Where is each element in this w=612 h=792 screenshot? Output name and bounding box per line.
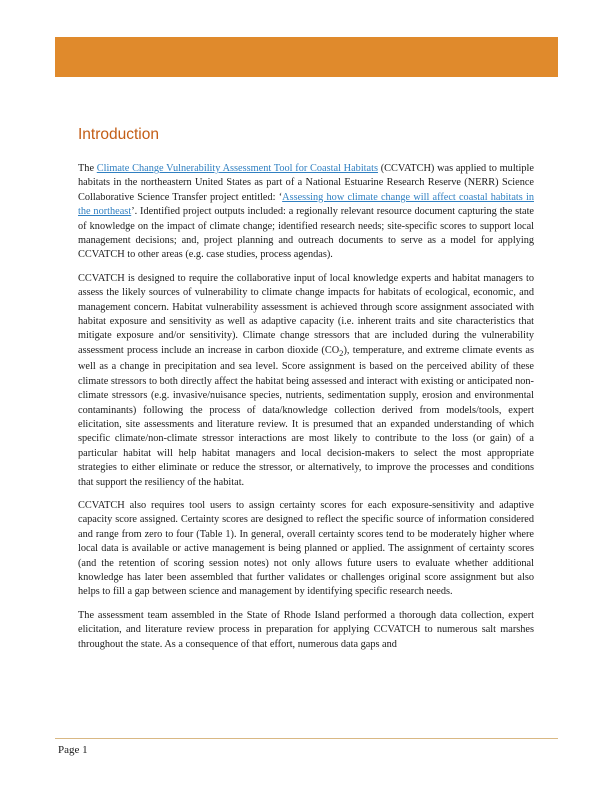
paragraph-4: The assessment team assembled in the State of Rhode Island performed a thorough data collection, expert elicitation, and literature review process in preparation for applying CCVATCH to numerous salt marshes throughout the state. As a consequence of that effort, numerous data gaps and: [78, 609, 534, 650]
p1-text-1: The: [78, 163, 97, 174]
project-title-link[interactable]: Assessing how climate change will affect coastal habitats in the northeast: [78, 191, 534, 218]
p1-text-2: (CCVATCH) was applied to multiple habitats in the northeastern United States as part of a National Estuarine Research Reserve (NERR) Science Collaborative Science Transfer project entitled: ‘: [78, 163, 534, 203]
section-title: Introduction: [78, 126, 159, 143]
p1-text-3: ’. Identified project outputs included: a regionally relevant resource document capturing the state of knowledge on the impact of climate change; identified research needs; site-specific scores to support local management decisions; and, project planning and outreach documents to serve as a model for applying CCVATCH to other areas (e.g. case studies, process agendas).: [78, 206, 534, 261]
paragraph-3: CCVATCH also requires tool users to assign certainty scores for each exposure-sensitivity and adaptive capacity score assigned. Certainty scores are designed to reflect the specific source of information considered and range from zero to four (Table 1). In general, overall certainty scores tend to be moderately higher where local data is available or active management is being planned or applied. The assignment of certainty scores (and the retention of scoring session notes) not only allows future users to evaluate whether additional knowledge has later been assembled that further validates or challenges original score assignment but also helps to fill a gap between science and management by identifying specific research needs.: [78, 499, 534, 598]
paragraph-2: [78, 272, 534, 490]
footer-rule: [55, 738, 558, 739]
p2-text-1: CCVATCH is designed to require the collaborative input of local knowledge experts and habitat managers to assess the likely sources of vulnerability to climate change impacts for habitats of ecological, economic, and management concern. Habitat vulnerability assessment is achieved through score assignment associated with habitat exposure and sensitivity as well as adaptive capacity (i.e. inherent traits and site characteristics that mitigate exposure and/or sensitivity). Climate change stressors that are included during the vulnerability assessment process include an increase in carbon dioxide (CO: [78, 272, 534, 356]
p2-text-2: ), temperature, and extreme climate events as well as a change in precipitation and sea level. Score assignment is based on the perceived ability of these climate stressors to both directly affect the habitat being assessed and interact with existing or anticipated non-climate stressors (e.g. invasive/nuisance species, nutrients, sedimentation supply, erosion and environmental contaminants) following the process of data/knowledge collection derived from models/tools, expert elicitation, site assessments and literature review. It is presumed that an expanded understanding of which specific climate/non-climate stressor interactions are most likely to contribute to the loss (or gain) of a particular habitat will help habitat managers and local decision-makers to select the most appropriate strategies to either eliminate or reduce the stressor, or alternatively, to improve the processes and conditions that support the resiliency of the habitat.: [78, 344, 534, 488]
body-text: [78, 162, 534, 661]
header-band: [55, 37, 558, 77]
page-number: Page 1: [58, 744, 88, 756]
paragraph-1: [78, 162, 534, 263]
ccvatch-link[interactable]: Climate Change Vulnerability Assessment Tool for Coastal Habitats: [96, 163, 378, 174]
co2-subscript: 2: [339, 347, 344, 358]
